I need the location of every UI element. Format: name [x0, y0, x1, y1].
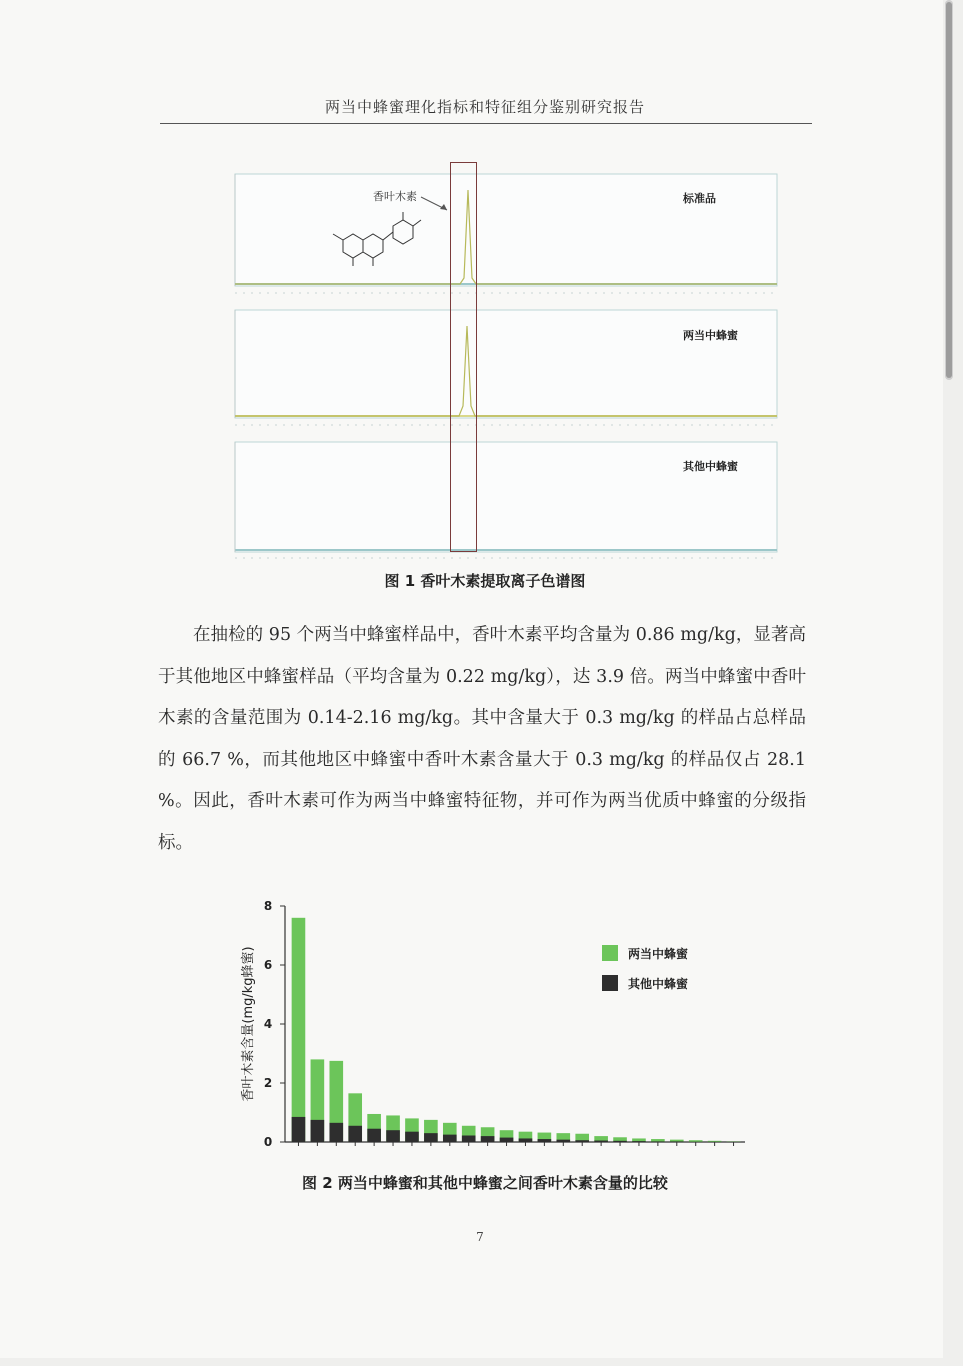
bar-other — [481, 1136, 495, 1142]
bar-other — [348, 1126, 362, 1142]
bar-liangdang — [292, 918, 306, 1142]
bar-other — [405, 1132, 419, 1142]
bar-other — [632, 1141, 646, 1142]
peak-highlight-box — [450, 162, 477, 552]
chromatogram-svg — [225, 160, 785, 560]
figure-1-caption: 图 1 香叶木素提取离子色谱图 — [384, 572, 586, 590]
chromatogram-panel-liangdang — [235, 310, 777, 425]
figure-2-chart — [230, 890, 760, 1160]
y-tick-label: 0 — [263, 1135, 273, 1149]
bar-other — [329, 1123, 343, 1142]
bar-other — [292, 1117, 306, 1142]
chromatogram-panel-standard — [235, 174, 777, 293]
figure-2-caption: 图 2 两当中蜂蜜和其他中蜂蜜之间香叶木素含量的比较 — [302, 1174, 668, 1192]
y-axis-title: 香叶木素含量(mg/kg蜂蜜) — [241, 946, 256, 1102]
bar-other — [670, 1141, 684, 1142]
bar-other — [311, 1120, 325, 1142]
panel-label-liangdang: 两当中蜂蜜 — [683, 329, 738, 342]
figure-1-chromatograms — [225, 160, 785, 560]
bar-other — [538, 1139, 552, 1142]
vertical-scrollbar[interactable] — [945, 0, 953, 380]
bar-other — [462, 1136, 476, 1142]
bar-other — [443, 1135, 457, 1142]
legend-swatch-liangdang — [602, 945, 618, 961]
chart-legend — [602, 945, 688, 991]
legend-label-liangdang: 两当中蜂蜜 — [628, 947, 689, 961]
page-number: 7 — [476, 1230, 484, 1244]
body-paragraph — [158, 615, 806, 864]
y-tick-label: 2 — [263, 1076, 273, 1090]
bar-other — [556, 1140, 570, 1142]
panel-label-other: 其他中蜂蜜 — [683, 460, 738, 473]
y-tick-label: 8 — [263, 899, 273, 913]
bar-chart-svg — [230, 890, 760, 1160]
bar-other — [424, 1133, 438, 1142]
y-tick-label: 6 — [263, 958, 273, 972]
y-tick-label: 4 — [263, 1017, 273, 1031]
legend-swatch-other — [602, 975, 618, 991]
paragraph-text: 在抽检的 95 个两当中蜂蜜样品中，香叶木素平均含量为 0.86 mg/kg，显著高于其他地区中蜂蜜样品（平均含量为 0.22 mg/kg），达 3.9 倍。两当中蜂蜜中香叶木素的含量范围为 0.14-2.16 mg/kg。其中含量大于 0.3 mg/kg 的样品占总样品的 66.7 %，而其他地区中蜂蜜中香叶木素含量大于 0.3 mg/kg 的样品仅占 28.1 %。因此，香叶木素可作为两当中蜂蜜特征物，并可作为两当优质中蜂蜜的分级指标。 — [158, 625, 806, 853]
bar-other — [519, 1138, 533, 1142]
panel-label-standard: 标准品 — [683, 192, 716, 205]
bar-other — [651, 1141, 665, 1142]
legend-label-other: 其他中蜂蜜 — [628, 977, 689, 991]
running-header: 两当中蜂蜜理化指标和特征组分鉴别研究报告 — [324, 98, 645, 116]
scrollbar-thumb[interactable] — [946, 2, 952, 378]
bar-other — [594, 1141, 608, 1142]
y-axis-ticks — [264, 899, 285, 1149]
compound-label: 香叶木素 — [373, 190, 417, 203]
bar-other — [613, 1141, 627, 1142]
bar-other — [500, 1138, 514, 1142]
bar-other — [575, 1140, 589, 1142]
bar-other — [386, 1130, 400, 1142]
header-rule — [160, 123, 812, 124]
chromatogram-panel-other — [235, 442, 777, 558]
bar-other — [367, 1129, 381, 1142]
